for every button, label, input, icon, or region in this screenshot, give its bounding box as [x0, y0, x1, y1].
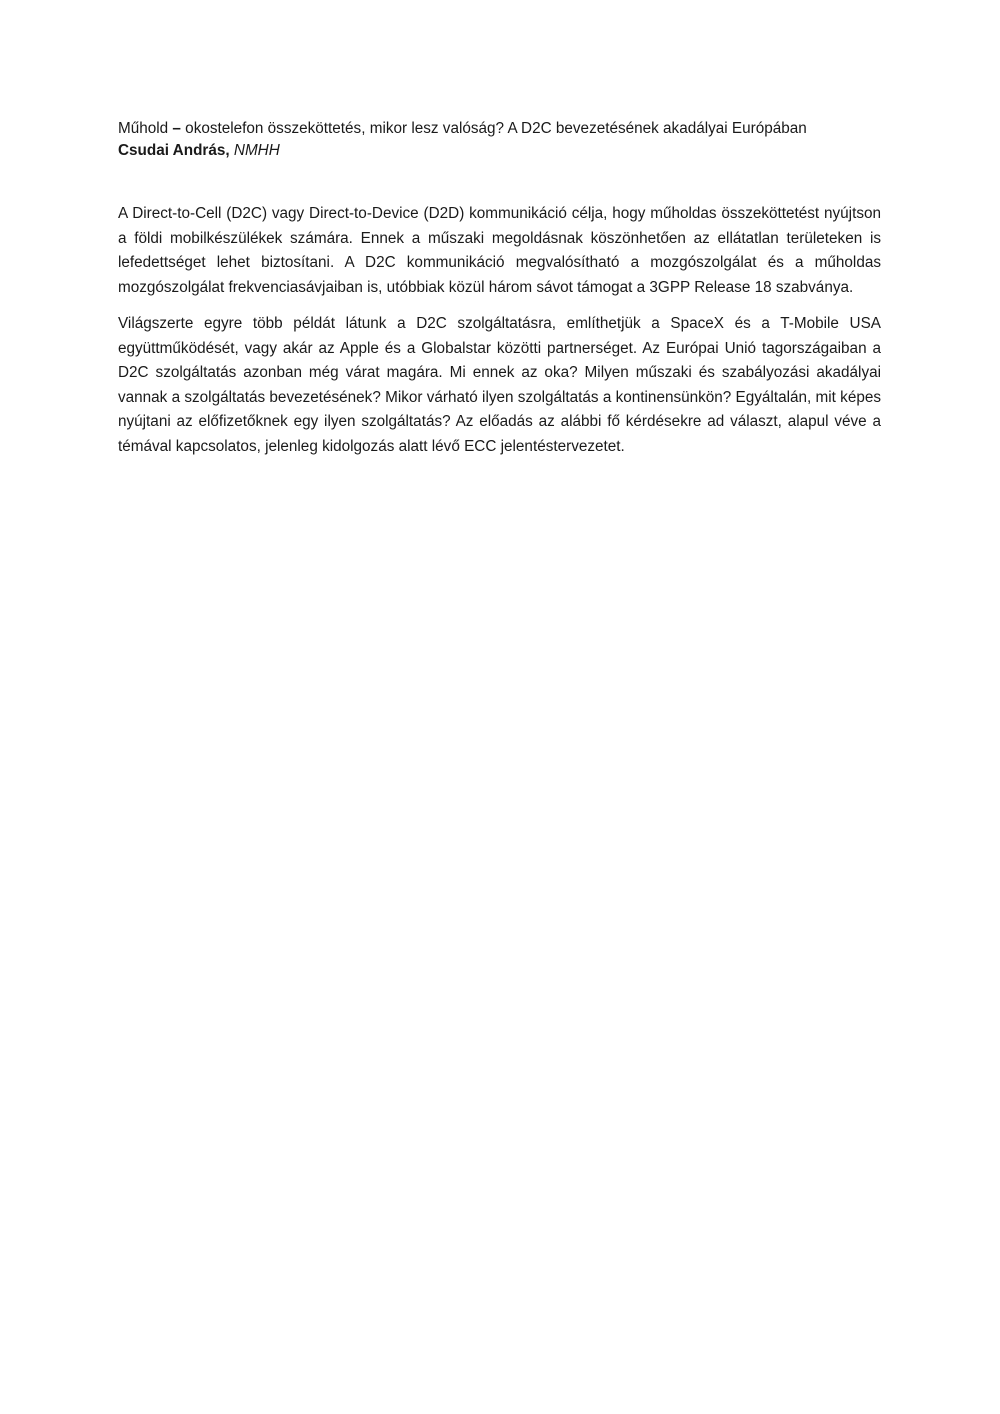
author-name: Csudai András,: [118, 142, 230, 159]
paragraph-examples: Világszerte egyre több példát látunk a D2C szolgáltatásra, említhetjük a SpaceX és a T-Mobile USA együttműködését, vagy akár az Apple és a Globalstar közötti partnerséget. Az Európai Unió tagországaiban a D2C szolgáltatás azonban még várat magára. Mi ennek az oka? Milyen műszaki és szabályozási akadályai vannak a szolgáltatás bevezetésének? Mikor várható ilyen szolgáltatás a kontinensünkön? Egyáltalán, mit képes nyújtani az előfizetőknek egy ilyen szolgáltatás? Az előadás az alábbi fő kérdésekre ad választ, alapul véve a témával kapcsolatos, jelenleg kidolgozás alatt lévő ECC jelentéstervezetet.: [118, 315, 881, 455]
author-affiliation: NMHH: [233, 142, 280, 159]
author-line: [118, 140, 881, 162]
paragraph-intro: A Direct-to-Cell (D2C) vagy Direct-to-Device (D2D) kommunikáció célja, hogy műholdas összeköttetést nyújtson a földi mobilkészülékek számára. Ennek a műszaki megoldásnak köszönhetően az ellátatlan területeken is lefedettséget lehet biztosítani. A D2C kommunikáció megvalósítható a mozgószolgálat és a műholdas mozgószolgálat frekvenciasávjaiban is, utóbbiak közül három sávot támogat a 3GPP Release 18 szabványa.: [118, 205, 881, 296]
title-dash: –: [172, 120, 181, 137]
title-part-2: okostelefon összeköttetés, mikor lesz valóság? A D2C bevezetésének akadályai Európában: [180, 120, 807, 137]
abstract-body: [118, 202, 881, 459]
title-part-1: Műhold: [118, 120, 173, 137]
document-page: [118, 118, 881, 471]
document-title: [118, 118, 881, 140]
